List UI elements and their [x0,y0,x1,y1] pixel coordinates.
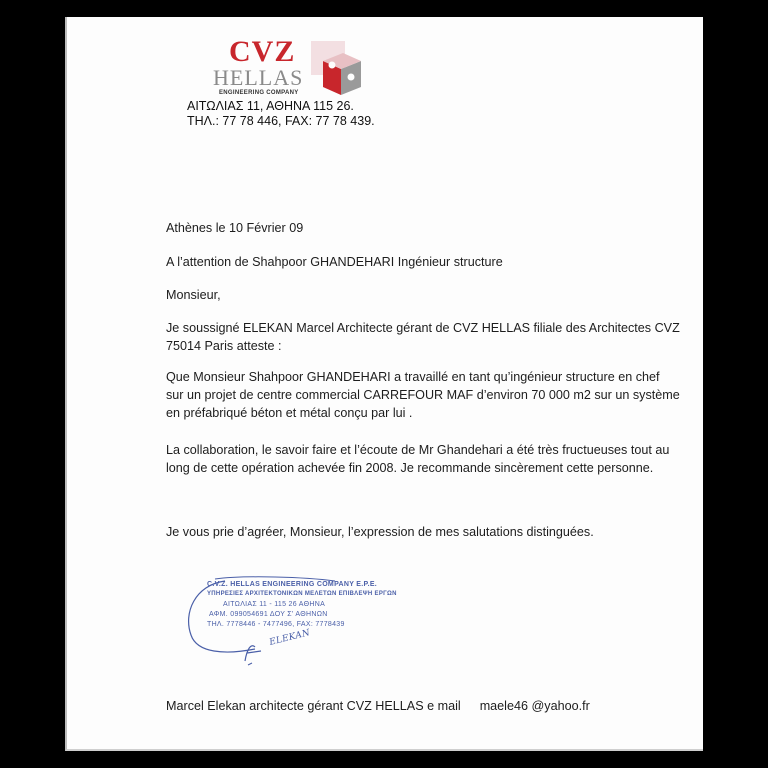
paragraph-line: sur un projet de centre commercial CARREFOUR MAF d’environ 70 000 m2 sur un système [166,388,680,402]
paragraph-project [166,368,680,422]
paragraph-line: en préfabriqué béton et métal conçu par lui . [166,406,413,420]
paragraph-line: Je soussigné ELEKAN Marcel Architecte gérant de CVZ HELLAS filiale des Architectes CVZ [166,321,680,335]
stamp-line: ΑΙΤΩΛΙΑΣ 11 - 115 26 ΑΘΗΝΑ [223,601,326,608]
company-address [187,99,375,129]
company-stamp [185,573,397,673]
paragraph-line: 75014 Paris atteste : [166,339,282,353]
paragraph-recommendation [166,441,669,477]
signatory-line [166,697,590,715]
letter-page [65,17,703,751]
brand-subtitle: HELLAS [213,65,304,90]
stamp-line: ΑΦΜ. 099054691 ΔΟΥ Σ' ΑΘΗΝΩΝ [209,611,328,618]
brand-logo-text: CVZ [229,35,296,68]
paragraph-line: Que Monsieur Shahpoor GHANDEHARI a travaillé en tant qu’ingénieur structure en chef [166,370,660,384]
attention-line: A l’attention de Shahpoor GHANDEHARI Ingénieur structure [166,255,503,269]
handwritten-signature: ELEKAN [268,628,312,648]
puzzle-cube-icon [309,39,369,99]
stamp-line: ΤΗΛ. 7778446 - 7477496, FAX: 7778439 [207,621,345,628]
paragraph-line: La collaboration, le savoir faire et l’écoute de Mr Ghandehari a été très fructueuses tout au [166,443,670,457]
closing-line: Je vous prie d’agréer, Monsieur, l’expression de mes salutations distinguées. [166,525,594,539]
stamp-line: ΥΠΗΡΕΣΙΕΣ ΑΡΧΙΤΕΚΤΟΝΙΚΩΝ ΜΕΛΕΤΩΝ ΕΠΙΒΛΕΨΗ ΕΡΓΩΝ [207,591,397,597]
date-line: Athènes le 10 Février 09 [166,221,304,235]
paragraph-line: long de cette opération achevée fin 2008. Je recommande sincèrement cette personne. [166,461,654,475]
stamp-line: C.V.Z. HELLAS ENGINEERING COMPANY E.P.E. [207,581,378,588]
brand-tagline: ENGINEERING COMPANY [219,90,299,96]
signatory-name-title: Marcel Elekan architecte gérant CVZ HELLAS e mail [166,699,461,713]
email-address: maele46 @yahoo.fr [479,699,590,713]
phone-fax-line: ΤΗΛ.: 77 78 446, FAX: 77 78 439. [187,114,375,128]
address-line: ΑΙΤΩΛΙΑΣ 11, ΑΘΗΝΑ 115 26. [187,99,354,113]
salutation: Monsieur, [166,288,221,302]
paragraph-attestation [166,319,680,355]
